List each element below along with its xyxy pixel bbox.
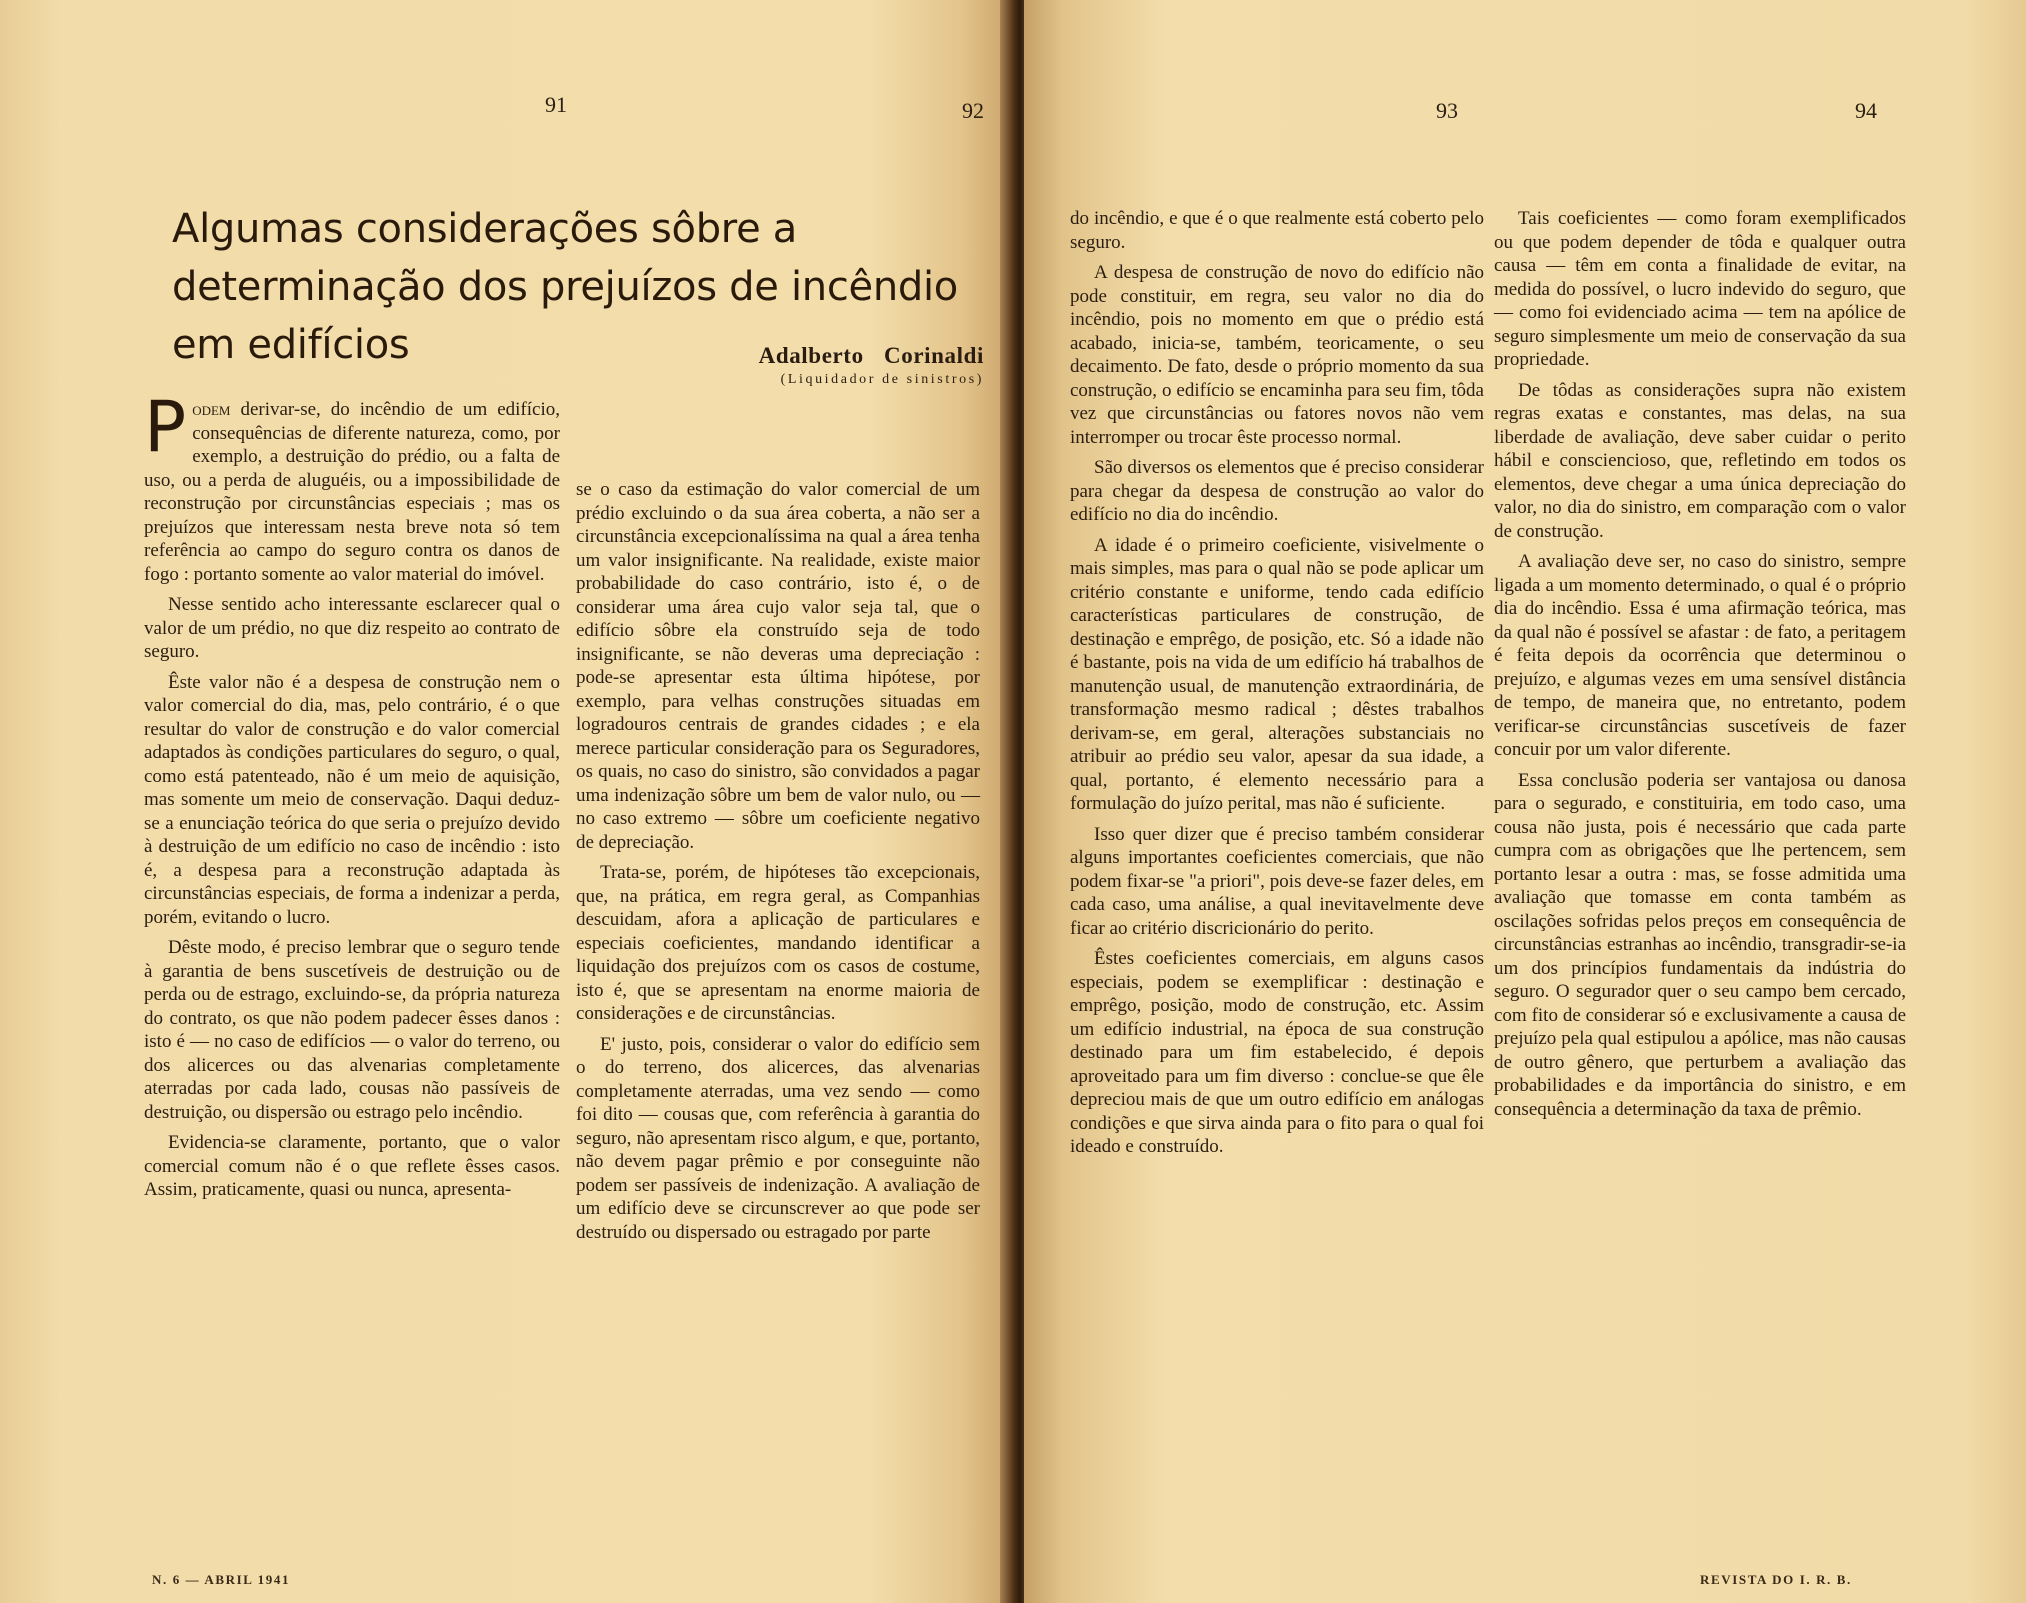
column-4 xyxy=(1494,207,1906,1128)
paragraph: Nesse sentido acho interessante esclarecer qual o valor de um prédio, no que diz respeito ao contrato de seguro. xyxy=(144,594,560,662)
left-page xyxy=(0,0,1012,1603)
footer-journal: REVISTA DO I. R. B. xyxy=(1700,1572,1852,1587)
column-3 xyxy=(1070,207,1484,1166)
right-page xyxy=(1024,0,2026,1603)
page-number-94: 94 xyxy=(1855,98,1877,123)
page-number-93: 93 xyxy=(1436,98,1458,123)
paragraph: Evidencia-se claramente, portanto, que o valor comercial comum não é o que reflete êsses casos. Assim, praticamente, quasi ou nunca, apresenta- xyxy=(144,1132,560,1200)
paragraph: Êste valor não é a despesa de construção nem o valor comercial do dia, mas, pelo contrário, é o que resultar do valor de construção e do valor comercial adaptados às condições particulares do seguro, o qual, como está patenteado, não é um meio de aquisição, mas somente um meio de conservação. Daqui deduz-se a enunciação teórica do que seria o prejuízo devido à destruição de um edifício no caso de incêndio : isto é, a despesa para a reconstrução adaptada às circunstâncias especiais, de forma a indenizar a perda, porém, evitando o lucro. xyxy=(144,671,560,928)
paragraph: De tôdas as considerações supra não existem regras exatas e constantes, mas delas, na sua liberdade de avaliação, deve saber cuidar o perito hábil e consciencioso, que, refletindo em todos os elementos, deve chegar a uma única depreciação do valor, no dia do sinistro, em comparação com o valor de construção. xyxy=(1494,379,1906,542)
page-number-91: 91 xyxy=(545,92,567,117)
paragraph: Tais coeficientes — como foram exemplificados ou que podem depender de tôda e qualquer outra causa — têm em conta a finalidade de evitar, na medida do possível, o lucro indevido do seguro, que — como foi evidenciado acima — tem na apólice de seguro simplesmente um meio de conservação da sua propriedade. xyxy=(1494,208,1906,370)
paragraph: A avaliação deve ser, no caso do sinistro, sempre ligada a um momento determinado, o qual é o próprio dia do incêndio. Essa é uma afirmação teórica, mas da qual não é possível se afastar : de fato, a peritagem é feita depois da ocorrência que determinou o prejuízo, e algumas vezes em uma sensível distância de tempo, de maneira que, no entretanto, podem verificar-se circunstâncias suscetíveis de fazer concuir por um valor diferente. xyxy=(1494,551,1906,760)
author-name: Adalberto Corinaldi xyxy=(758,343,984,368)
author-role: (Liquidador de sinistros) xyxy=(780,372,984,387)
lead-word: odem xyxy=(192,399,231,420)
column-1 xyxy=(144,386,560,1209)
paragraph: Dêste modo, é preciso lembrar que o seguro tende à garantia de bens suscetíveis de destruição ou de perda ou de estrago, excluindo-se, da própria natureza do contrato, os que não podem padecer êsses danos : isto é — no caso de edifícios — o valor do terreno, ou dos alicerces ou das alvenarias completamente aterradas por cada lado, cousas não passíveis de destruição, ou dispersão ou estrago pelo incêndio. xyxy=(144,937,560,1123)
paragraph: São diversos os elementos que é preciso considerar para chegar da despesa de construção ao valor do edifício no dia do incêndio. xyxy=(1070,457,1484,525)
footer-issue: N. 6 — ABRIL 1941 xyxy=(152,1572,291,1587)
drop-cap: P xyxy=(144,386,187,468)
paragraph: Essa conclusão poderia ser vantajosa ou danosa para o segurado, e constituiria, em todo caso, uma cousa não justa, pois é necessário que cada parte cumpra com as obrigações que lhe pertencem, sem portanto lesar a outra : mas, se fosse admitida uma avaliação que tomasse em conta também as oscilações sofridas pelos preços em consequência de circunstâncias estranhas ao incêndio, transgradir-se-ia um dos princípios fundamentais da indústria do seguro. O segurador quer o seu campo bem cercado, com fito de considerar só e exclusivamente a causa de prejuízo pela qual estipulou a apólice, mas não causas de outro gênero, que perturbem a avaliação das probabilidades e da importância do sinistro, e em consequência a determinação da taxa de prêmio. xyxy=(1494,769,1906,1120)
paragraph: A despesa de construção de novo do edifício não pode constituir, em regra, seu valor no dia do incêndio, pois no momento em que o prédio está acabado, inicia-se, também, teoricamente, o seu decaimento. De fato, desde o próprio momento da sua construção, o edifício se encaminha para seu fim, tôda vez que circunstâncias ou fatores novos não vem interromper ou trocar êste processo normal. xyxy=(1070,262,1484,448)
paragraph-text: derivar-se, do incêndio de um edifício, consequências de diferente natureza, como, por exemplo, a destruição do prédio, ou a falta de uso, ou a perda de aluguéis, ou a impossibilidade de reconstrução por circunstâncias especiais ; mas os prejuízos que interessam nesta breve nota só tem referência ao campo do seguro contra os danos de fogo : portanto somente ao valor material do imóvel. xyxy=(144,399,560,585)
author-block xyxy=(759,343,984,388)
paragraph xyxy=(144,386,560,586)
paragraph: se o caso da estimação do valor comercial de um prédio excluindo o da sua área coberta, a não ser a circunstância excepcionalíssima na qual a área tenha um valor insignificante. Na realidade, existe maior probabilidade do caso contrário, isto é, o de considerar uma área cujo valor seja tal, que o edifício sôbre ela construído seja de todo insignificante, se não deveras uma depreciação : pode-se apresentar esta última hipótese, por exemplo, para velhas construções situadas em logradouros centrais de grandes cidades ; e ela merece particular consideração para os Seguradores, os quais, no caso do sinistro, são convidados a pagar uma indenização sôbre um bem de valor nulo, ou — no caso extremo — sôbre um coeficiente negativo de depreciação. xyxy=(576,479,980,853)
paragraph: Êstes coeficientes comerciais, em alguns casos especiais, podem se exemplificar : destinação e emprêgo, posição, modo de construção, etc. Assim um edifício industrial, na época de sua construção destinado para um fim estabelecido, é depois aproveitado para um fim diverso : conclue-se que êle depreciou mais de que um outro edifício em análogas condições e que sirva ainda para o fito para o qual foi ideado e construído. xyxy=(1070,948,1484,1157)
paragraph: E' justo, pois, considerar o valor do edifício sem o do terreno, dos alicerces, das alvenarias completamente aterradas, uma vez sendo — como foi dito — cousas que, com referência à garantia do seguro, não apresentam risco algum, e que, portanto, não devem pagar prêmio e por conseguinte não podem ser passíveis de indenização. A avaliação de um edifício deve se circunscrever ao que pode ser destruído ou dispersado ou estragado por parte xyxy=(576,1033,980,1243)
paragraph: Trata-se, porém, de hipóteses tão excepcionais, que, na prática, em regra geral, as Companhias descuidam, afora a aplicação de particulares e especiais coeficientes, mandando identificar a liquidação dos prejuízos com os casos de costume, isto é, que se apresentam na enorme maioria de considerações e de circunstâncias. xyxy=(576,862,980,1024)
paragraph: Isso quer dizer que é preciso também considerar alguns importantes coeficientes comerciais, que não podem fixar-se "a priori", pois deve-se fazer deles, em cada caso, uma análise, a qual inevitavelmente deve ficar ao critério discricionário do perito. xyxy=(1070,823,1484,939)
paragraph: A idade é o primeiro coeficiente, visivelmente o mais simples, mas para o qual não se pode aplicar um critério constante e uniforme, tendo cada edifício características particulares de construção, de destinação e emprêgo, de posição, etc. Só a idade não é bastante, pois na vida de um edifício há trabalhos de manutenção usual, de manutenção extraordinária, de transformação mesmo radical ; dêstes trabalhos derivam-se, em geral, alterações substanciais no atribuir ao prédio seu valor, apesar da sua idade, a qual, portanto, é elemento necessário para a formulação do juízo perital, mas não é suficiente. xyxy=(1070,534,1484,814)
paragraph: do incêndio, e que é o que realmente está coberto pelo seguro. xyxy=(1070,208,1484,253)
page-number-92: 92 xyxy=(962,98,984,123)
column-2 xyxy=(576,478,980,1251)
article-title: Algumas considerações sôbre a determinação dos prejuízos de incêndio em edifícios xyxy=(172,206,958,368)
